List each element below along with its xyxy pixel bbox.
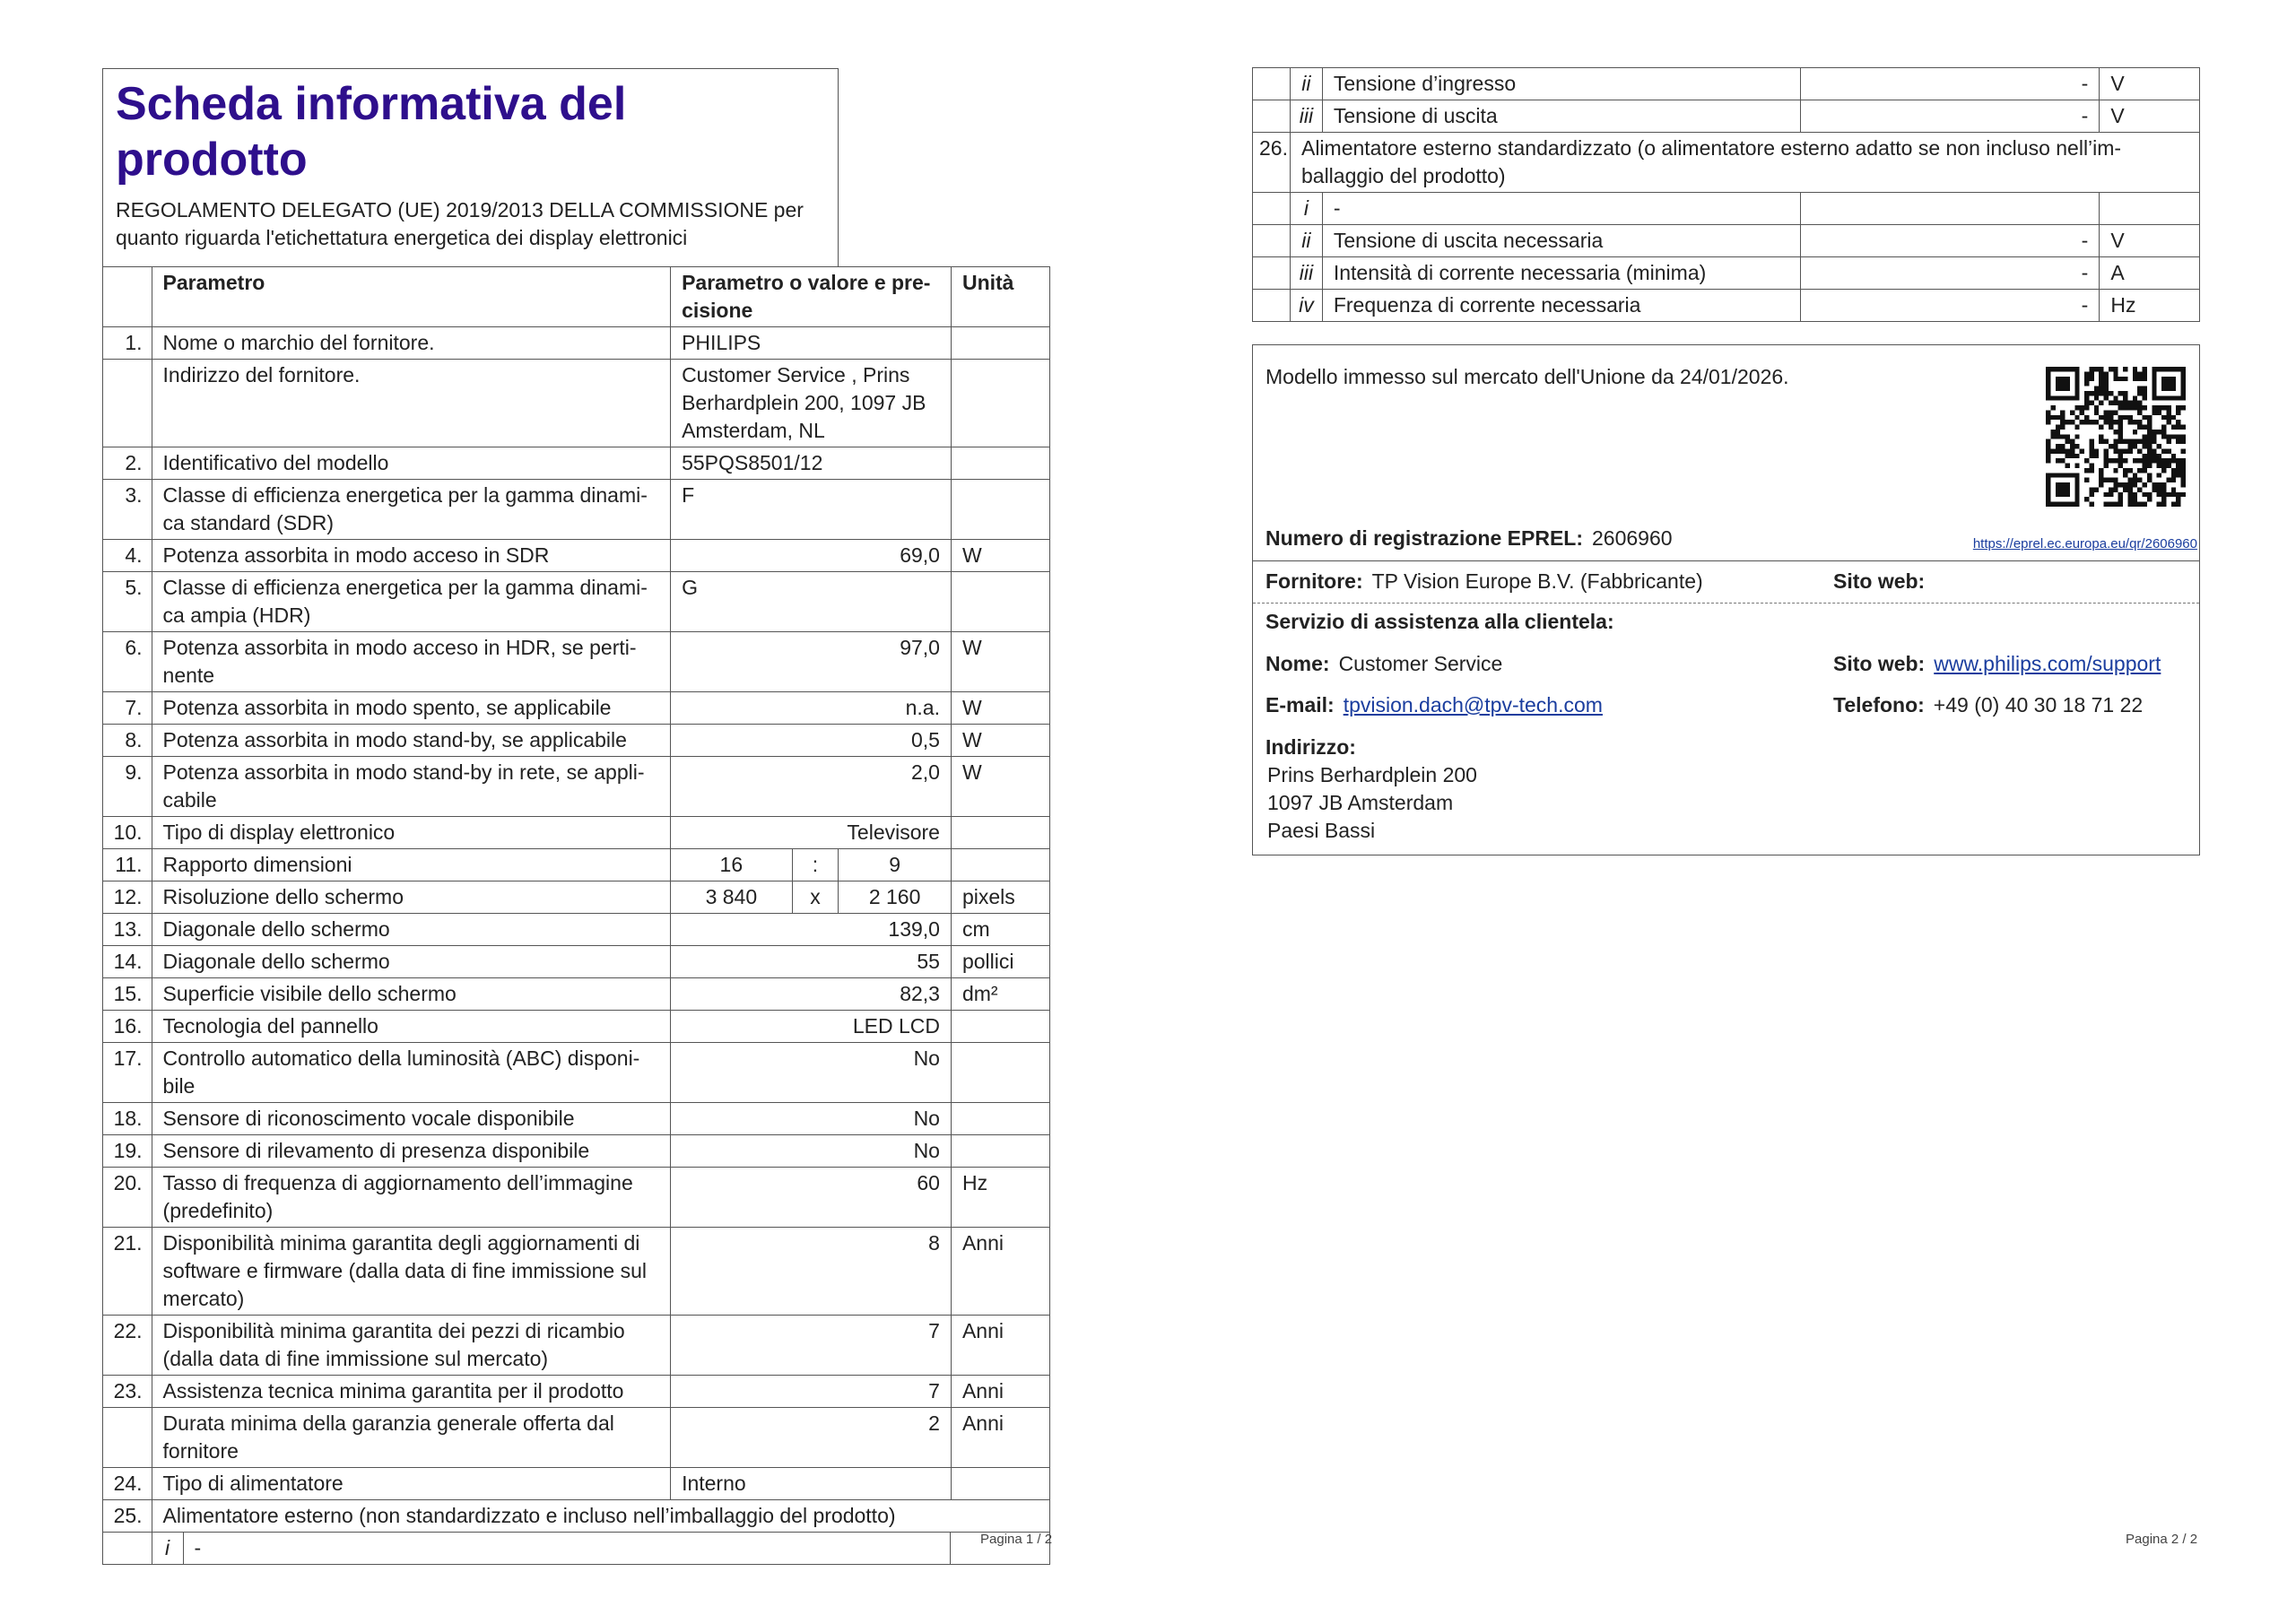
value-cell: 7: [671, 1376, 952, 1408]
table-body-2: [1253, 68, 2200, 322]
unit-cell: V: [2100, 225, 2200, 257]
value-cell: 139,0: [671, 914, 952, 946]
value-cell: -: [1801, 100, 2100, 133]
row-number: [103, 1043, 152, 1103]
eprel-label: Numero di registrazione EPREL:: [1265, 526, 1584, 550]
unit-cell: Anni: [951, 1316, 1049, 1376]
email-link[interactable]: tpvision.dach@tpv-tech.com: [1343, 693, 1603, 716]
row-number: [103, 447, 152, 480]
supplier-label: Fornitore:: [1265, 569, 1363, 593]
table-row: [103, 632, 1050, 692]
param-cell: Indirizzo del fornitore.: [152, 360, 671, 447]
row-number-text: 22.: [113, 1319, 143, 1342]
row-number-text: 4.: [125, 543, 143, 567]
param-cell: Diagonale dello schermo: [152, 946, 671, 978]
value-part-a: 3 840: [671, 881, 793, 914]
value-part-b: 9: [839, 849, 952, 881]
unit-cell: pollici: [951, 946, 1049, 978]
value-cell: PHILIPS: [671, 327, 952, 360]
param-cell: Tipo di display elettronico: [152, 817, 671, 849]
row-number-text: 15.: [113, 982, 143, 1005]
param-cell: Alimentatore esterno (non standardizzato e incluso nell’imballaggio del prodotto): [152, 1500, 1049, 1533]
param-cell: Risoluzione dello schermo: [152, 881, 671, 914]
table-row: [103, 1228, 1050, 1316]
param-cell: Potenza assorbita in modo acceso in HDR, se perti-nente: [152, 632, 671, 692]
row-number-text: 6.: [125, 636, 143, 659]
table-row: [103, 946, 1050, 978]
row-number: [103, 572, 152, 632]
unit-cell: [951, 360, 1049, 447]
table-row: [1253, 133, 2200, 193]
unit-cell: Anni: [951, 1228, 1049, 1316]
param-cell: Sensore di riconoscimento vocale disponibile: [152, 1103, 671, 1135]
table-row: [1253, 68, 2200, 100]
header-row: [103, 69, 1050, 267]
table-row: [103, 480, 1050, 540]
sub-item: [152, 1533, 1049, 1565]
param-cell: Identificativo del modello: [152, 447, 671, 480]
sub-index: iii: [1290, 100, 1322, 133]
value-cell: 55: [671, 946, 952, 978]
sub-index: i: [152, 1533, 184, 1564]
param-cell: Sensore di rilevamento di presenza disponibile: [152, 1135, 671, 1168]
row-number: [1253, 257, 1291, 290]
unit-cell: Anni: [951, 1376, 1049, 1408]
label-cell: -: [1322, 193, 1801, 225]
table-row: [103, 1408, 1050, 1468]
phone-label: Telefono:: [1833, 693, 1925, 716]
row-number-text: 7.: [125, 696, 143, 719]
row-number: [1253, 100, 1291, 133]
param-cell: Disponibilità minima garantita degli aggiornamenti di software e firmware (dalla data di fine immissione sul mercato): [152, 1228, 671, 1316]
value-cell: 60: [671, 1168, 952, 1228]
param-cell: Alimentatore esterno standardizzato (o alimentatore esterno adatto se non incluso nell’im-ballaggio del prodotto): [1290, 133, 2199, 193]
row-number-text: 19.: [113, 1139, 143, 1162]
supplier: [1265, 568, 1703, 595]
table-row: [103, 360, 1050, 447]
label-cell: Frequenza di corrente necessaria: [1322, 290, 1801, 322]
value-cell: No: [671, 1103, 952, 1135]
row-number: [103, 327, 152, 360]
unit-cell: Hz: [951, 1168, 1049, 1228]
unit-cell: W: [951, 757, 1049, 817]
unit-cell: [951, 1135, 1049, 1168]
row-number-text: 8.: [125, 728, 143, 751]
row-number: [103, 480, 152, 540]
row-number-text: 10.: [113, 821, 143, 844]
eprel-number: 2606960: [1592, 526, 1673, 550]
table-row: [103, 817, 1050, 849]
row-number-text: 13.: [113, 917, 143, 941]
product-info-box: [1252, 344, 2200, 855]
page-title: Scheda informativa del prodotto: [116, 78, 627, 186]
row-number-text: 1.: [125, 331, 143, 354]
customer-service-heading: Servizio di assistenza alla clientela:: [1265, 610, 1614, 633]
row-number-text: 14.: [113, 950, 143, 973]
param-cell: Potenza assorbita in modo stand-by, se applicabile: [152, 725, 671, 757]
row-number: [103, 1468, 152, 1500]
unit-cell: [951, 1011, 1049, 1043]
value-part-b: 2 160: [839, 881, 952, 914]
table-row: [103, 978, 1050, 1011]
unit-cell: [951, 447, 1049, 480]
unit-cell: Hz: [2100, 290, 2200, 322]
unit-cell: [951, 817, 1049, 849]
unit-cell: [951, 1468, 1049, 1500]
value-cell: No: [671, 1135, 952, 1168]
table-row: [1253, 290, 2200, 322]
page-number: Pagina 1 / 2: [980, 1532, 1053, 1547]
label-cell: Tensione di uscita necessaria: [1322, 225, 1801, 257]
row-number: [103, 725, 152, 757]
value-separator: x: [792, 881, 839, 914]
row-number: [103, 360, 152, 447]
table-row: [1253, 225, 2200, 257]
row-number: [103, 1168, 152, 1228]
unit-cell: [2100, 193, 2200, 225]
unit-cell: A: [2100, 257, 2200, 290]
value-cell: 55PQS8501/12: [671, 447, 952, 480]
value-cell: -: [1801, 225, 2100, 257]
supplier-value: TP Vision Europe B.V. (Fabbricante): [1371, 569, 1703, 593]
website-label: Sito web:: [1833, 569, 1926, 593]
row-number: [103, 849, 152, 881]
row-number: [1253, 290, 1291, 322]
table-row: [103, 849, 1050, 881]
param-cell: Durata minima della garanzia generale offerta dal fornitore: [152, 1408, 671, 1468]
label-cell: Tensione d’ingresso: [1322, 68, 1801, 100]
unit-cell: [951, 327, 1049, 360]
address-line: 1097 JB Amsterdam: [1267, 791, 1454, 814]
unit-cell: Anni: [951, 1408, 1049, 1468]
table-row: [103, 914, 1050, 946]
row-number-text: 20.: [113, 1171, 143, 1194]
row-number: [1253, 193, 1291, 225]
row-number: [1253, 68, 1291, 100]
supplier-website: [1833, 568, 1925, 595]
table-row: [103, 1043, 1050, 1103]
value-cell: G: [671, 572, 952, 632]
name-label: Nome:: [1265, 652, 1330, 675]
unit-cell: W: [951, 632, 1049, 692]
sub-index: iv: [1290, 290, 1322, 322]
value-cell: 82,3: [671, 978, 952, 1011]
eprel-registration: [1265, 525, 1673, 552]
row-number-text: 16.: [113, 1014, 143, 1038]
table-body: [103, 327, 1053, 1565]
row-number: [103, 1103, 152, 1135]
table-row: [103, 540, 1050, 572]
unit-cell: W: [951, 725, 1049, 757]
value-cell: 0,5: [671, 725, 952, 757]
sub-index: i: [1290, 193, 1322, 225]
value-cell: F: [671, 480, 952, 540]
regulation-subtitle: REGOLAMENTO DELEGATO (UE) 2019/2013 DELLA COMMISSIONE per quanto riguarda l'etichettatura energetica dei display elettronici: [116, 198, 804, 249]
table-row: [1253, 257, 2200, 290]
website-link[interactable]: www.philips.com/support: [1934, 652, 2161, 675]
unit-cell: V: [2100, 100, 2200, 133]
page-2: [1148, 0, 2296, 1624]
row-number-text: 18.: [113, 1107, 143, 1130]
row-number-text: 5.: [125, 576, 143, 599]
table-row: [103, 1316, 1050, 1376]
service-email: [1265, 691, 1603, 719]
product-info-table: [102, 68, 1053, 1565]
table-row: [103, 1135, 1050, 1168]
sub-value: -: [183, 1533, 950, 1564]
row-number: [103, 540, 152, 572]
num-header: [103, 267, 152, 327]
market-date-text: Modello immesso sul mercato dell'Unione da 24/01/2026.: [1265, 365, 1789, 388]
param-cell: Potenza assorbita in modo stand-by in rete, se appli-cabile: [152, 757, 671, 817]
address-label: Indirizzo:: [1265, 735, 1356, 759]
row-number-text: 3.: [125, 483, 143, 507]
row-number: [103, 1011, 152, 1043]
row-number: [103, 881, 152, 914]
param-cell: Tecnologia del pannello: [152, 1011, 671, 1043]
row-number: [103, 1500, 152, 1533]
value-cell: 69,0: [671, 540, 952, 572]
value-cell: -: [1801, 290, 2100, 322]
sheet-header: [103, 69, 839, 267]
website-label-2: Sito web:: [1833, 652, 1926, 675]
param-cell: Disponibilità minima garantita dei pezzi di ricambio (dalla data di fine immissione sul mercato): [152, 1316, 671, 1376]
table-row: [103, 572, 1050, 632]
param-cell: Potenza assorbita in modo acceso in SDR: [152, 540, 671, 572]
row-number: [103, 1135, 152, 1168]
row-number: [103, 1408, 152, 1468]
divider: [1253, 560, 2199, 561]
row-number: [103, 914, 152, 946]
row-number: [103, 1533, 152, 1565]
phone-value: +49 (0) 40 30 18 71 22: [1933, 693, 2144, 716]
unit-cell: [951, 1043, 1049, 1103]
row-number: [103, 757, 152, 817]
param-cell: Controllo automatico della luminosità (ABC) disponi-bile: [152, 1043, 671, 1103]
value-separator: :: [792, 849, 839, 881]
name-value: Customer Service: [1338, 652, 1503, 675]
table-row: [103, 692, 1050, 725]
unit-cell: W: [951, 692, 1049, 725]
unit-cell: [951, 572, 1049, 632]
table-row: [103, 1533, 1050, 1565]
table-row: [1253, 193, 2200, 225]
row-number-text: 25.: [113, 1504, 143, 1527]
value-cell: Interno: [671, 1468, 952, 1500]
table-row: [103, 881, 1050, 914]
param-cell: Tasso di frequenza di aggiornamento dell’immagine (predefinito): [152, 1168, 671, 1228]
param-cell: Tipo di alimentatore: [152, 1468, 671, 1500]
row-number-text: 24.: [113, 1472, 143, 1495]
power-supply-table: [1252, 67, 2200, 322]
unit-cell: cm: [951, 914, 1049, 946]
unit-cell: pixels: [951, 881, 1049, 914]
unit-cell: dm²: [951, 978, 1049, 1011]
label-cell: Tensione di uscita: [1322, 100, 1801, 133]
table-row: [103, 1500, 1050, 1533]
row-number: [103, 632, 152, 692]
column-header-row: [103, 267, 1050, 327]
label-cell: Intensità di corrente necessaria (minima): [1322, 257, 1801, 290]
table-row: [103, 447, 1050, 480]
table-row: [103, 1103, 1050, 1135]
param-header: Parametro: [152, 267, 671, 327]
row-number-text: 23.: [113, 1379, 143, 1403]
param-cell: Classe di efficienza energetica per la gamma dinami-ca standard (SDR): [152, 480, 671, 540]
row-number-text: 12.: [113, 885, 143, 908]
table-row: [103, 1376, 1050, 1408]
service-phone: [1833, 691, 2143, 719]
table-row: [1253, 100, 2200, 133]
row-number: [1253, 225, 1291, 257]
row-number: [103, 946, 152, 978]
table-row: [103, 757, 1050, 817]
unit-cell: [951, 480, 1049, 540]
value-cell: Televisore: [671, 817, 952, 849]
row-number: [103, 1376, 152, 1408]
unit-cell: [951, 1103, 1049, 1135]
value-cell: [1801, 193, 2100, 225]
unit-header: Unità: [951, 267, 1049, 327]
table-row: [103, 1011, 1050, 1043]
sub-index: ii: [1290, 68, 1322, 100]
table-row: [103, 1168, 1050, 1228]
address-line: Prins Berhardplein 200: [1267, 763, 1477, 786]
row-number: 26.: [1253, 133, 1291, 193]
page-number: Pagina 2 / 2: [2126, 1532, 2198, 1547]
address-line: Paesi Bassi: [1267, 819, 1376, 842]
unit-cell: V: [2100, 68, 2200, 100]
row-number-text: 9.: [125, 760, 143, 784]
table-row: [103, 327, 1050, 360]
value-cell: 2,0: [671, 757, 952, 817]
value-part-a: 16: [671, 849, 793, 881]
row-number-text: 2.: [125, 451, 143, 474]
value-cell: 97,0: [671, 632, 952, 692]
table-row: [103, 725, 1050, 757]
row-number: [103, 978, 152, 1011]
value-cell: -: [1801, 68, 2100, 100]
param-cell: Potenza assorbita in modo spento, se applicabile: [152, 692, 671, 725]
value-cell: n.a.: [671, 692, 952, 725]
value-cell: -: [1801, 257, 2100, 290]
address: [1267, 761, 1477, 845]
param-cell: Assistenza tecnica minima garantita per il prodotto: [152, 1376, 671, 1408]
row-number-text: 21.: [113, 1231, 143, 1255]
param-cell: Classe di efficienza energetica per la gamma dinami-ca ampia (HDR): [152, 572, 671, 632]
value-cell: Customer Service , Prins Berhardplein 200, 1097 JB Amsterdam, NL: [671, 360, 952, 447]
row-number: [103, 817, 152, 849]
unit-cell: [951, 849, 1049, 881]
service-name: [1265, 650, 1502, 678]
unit-cell: W: [951, 540, 1049, 572]
param-cell: Rapporto dimensioni: [152, 849, 671, 881]
row-number: [103, 692, 152, 725]
value-cell: LED LCD: [671, 1011, 952, 1043]
value-cell: 7: [671, 1316, 952, 1376]
sub-index: ii: [1290, 225, 1322, 257]
value-header: Parametro o valore e pre-cisione: [671, 267, 952, 327]
dashed-divider: [1253, 603, 2199, 604]
email-label: E-mail:: [1265, 693, 1335, 716]
service-website: [1833, 650, 2161, 678]
table-row: [103, 1468, 1050, 1500]
value-cell: 8: [671, 1228, 952, 1316]
param-cell: Nome o marchio del fornitore.: [152, 327, 671, 360]
value-cell: 2: [671, 1408, 952, 1468]
qr-code-icon[interactable]: [2046, 367, 2186, 507]
row-number: [103, 1228, 152, 1316]
row-number-text: 17.: [113, 1046, 143, 1070]
value-cell: No: [671, 1043, 952, 1103]
row-number-text: 11.: [115, 853, 143, 876]
sub-index: iii: [1290, 257, 1322, 290]
row-number: [103, 1316, 152, 1376]
eprel-link[interactable]: https://eprel.ec.europa.eu/qr/2606960: [1972, 536, 2197, 551]
param-cell: Diagonale dello schermo: [152, 914, 671, 946]
param-cell: Superficie visibile dello schermo: [152, 978, 671, 1011]
